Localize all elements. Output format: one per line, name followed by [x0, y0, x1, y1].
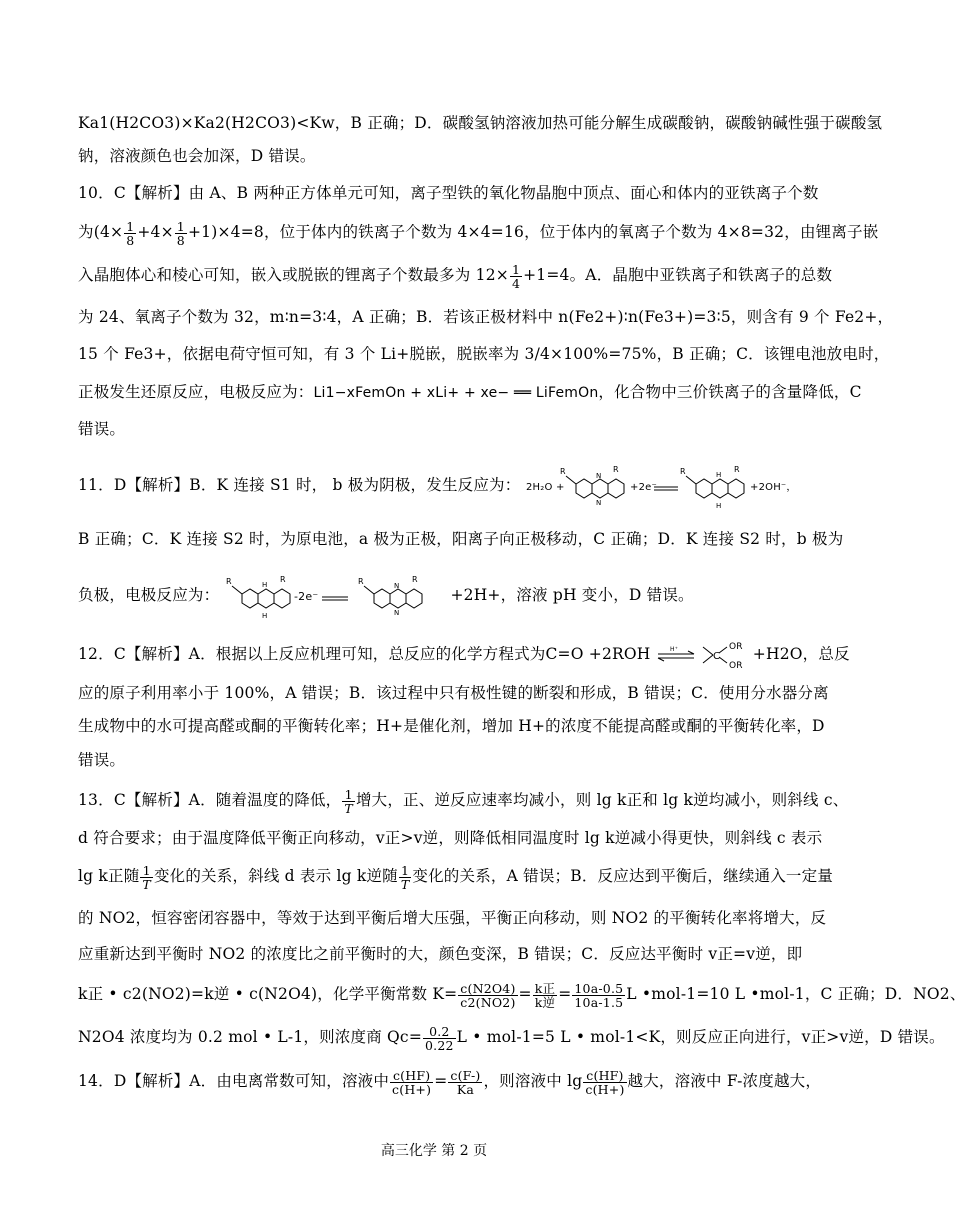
text-line-5: [78, 258, 833, 292]
line-8-c: ，化合物中三价铁离子的含量降低，C: [598, 383, 862, 401]
text-line-4: [78, 215, 879, 249]
phenazine-reduction-scheme: [526, 462, 846, 510]
line-17-b: 增大，正、逆反应速率均减小，则 lg k正和 lg k逆均减小，则斜线 c、: [355, 791, 849, 809]
line-19-c: 变化的关系，A 错误；B．反应达到平衡后，继续通入一定量: [412, 867, 834, 885]
line-10-a: 11．D【解析】B．K 连接 S1 时， b 极为阴极，发生反应为：: [78, 476, 521, 494]
line-4-c: +1)×4=8，位于体内的铁离子个数为 4×4=16，位于体内的氧离子个数为 4×8=32，由锂离子嵌: [187, 223, 879, 241]
fraction-one-over-T-1: $\frac{1}{T}$: [344, 786, 353, 816]
text-line-15: 生成物中的水可提高醛或酮的平衡转化率；H+是催化剂，增加 H+的浓度不能提高醛或酮的平衡转化率，D: [78, 717, 825, 735]
svg-text:N: N: [394, 582, 400, 590]
text-line-20: 的 NO2，恒容密闭容器中，等效于达到平衡后增大压强，平衡正向移动，则 NO2 的平衡转化率将增大，反: [78, 909, 827, 927]
text-line-18: d 符合要求；由于温度降低平衡正向移动，v正>v逆，则降低相同温度时 lg k逆减小得更快，则斜线 c 表示: [78, 829, 823, 847]
svg-text:H⁺: H⁺: [669, 646, 678, 653]
svg-text:H: H: [262, 581, 268, 589]
svg-text:OR: OR: [728, 661, 743, 671]
fraction-one-quarter: $\frac{1}{4}$: [511, 261, 521, 291]
svg-text:R: R: [226, 577, 233, 586]
phenazine-oxidation-scheme: [224, 572, 450, 620]
fraction-k-expression: $\frac{c(N2O4)}{c2(NO2)}$: [460, 980, 516, 1010]
line-13-b: C=O +2ROH: [545, 645, 651, 663]
svg-text:N: N: [394, 609, 400, 617]
line-4-b: +4×: [137, 223, 174, 241]
line-12-b: +2H+，溶液 pH 变小，D 错误。: [450, 586, 694, 604]
fraction-one-over-T-2: $\frac{1}{T}$: [142, 862, 151, 892]
text-line-2: 钠，溶液颜色也会加深，D 错误。: [78, 147, 316, 165]
line-24-a: 14．D【解析】A．由电离常数可知，溶液中: [78, 1072, 390, 1090]
text-line-9: 错误。: [78, 420, 126, 438]
fraction-one-over-T-3: $\frac{1}{T}$: [400, 862, 410, 892]
svg-text:N: N: [595, 499, 602, 507]
svg-text:C: C: [712, 651, 720, 662]
line-19-b: 变化的关系，斜线 d 表示 lg k逆随: [153, 867, 398, 885]
fraction-k-rates: $\frac{\text{k正}}{\text{k逆}}$: [534, 980, 556, 1010]
svg-text:2H₂O +: 2H₂O +: [525, 482, 565, 493]
fraction-k-powers: $\frac{10a-0.5}{10a-1.5}$: [574, 980, 624, 1010]
svg-text:R: R: [559, 467, 566, 476]
line-5-b: +1=4。A．晶胞中亚铁离子和铁离子的总数: [523, 266, 833, 284]
text-line-10: [78, 462, 797, 510]
line-19-a: lg k正随: [78, 867, 140, 885]
line-5-a: 入晶胞体心和棱心可知，嵌入或脱嵌的锂离子个数最多为 12×: [78, 266, 509, 284]
text-line-22: k正 • c2(NO2)=k逆 • c(N2O4)，化学平衡常数 K= $\frac{c(N2O4)}{c2(NO2)}$ = $\frac{\text{k正}}{\text{k逆}}$ = $\frac{10a-0.5}{10a-1.5}$ L •mol-1=10 L •mol-1，C 正确；D．NO2、: [78, 980, 966, 1010]
line-4-a: 为(4×: [78, 223, 124, 241]
svg-text:N: N: [595, 472, 602, 480]
text-line-24: 14．D【解析】A．由电离常数可知，溶液中 $\frac{c(HF)}{c(H+)}$ = $\frac{c(F-)}{Ka}$ ，则溶液中 lg $\frac{c(HF)}{c(H+)}$ 越大，溶液中 F-浓度越大，: [78, 1067, 822, 1097]
line-8-a: 正极发生还原反应，电极反应为：: [78, 383, 314, 401]
text-line-23: [78, 1018, 945, 1056]
text-line-13: [78, 636, 850, 676]
fraction-hf: $\frac{c(HF)}{c(H+)}$: [392, 1067, 432, 1097]
line-24-c: 越大，溶液中 F-浓度越大，: [627, 1072, 822, 1090]
svg-text:R: R: [612, 465, 619, 474]
svg-text:R: R: [358, 577, 365, 586]
line-13-a: 12．C【解析】A．根据以上反应机理可知，总反应的化学方程式为: [78, 645, 546, 663]
equilibrium-arrow-icon: [656, 645, 696, 665]
text-line-11: B 正确；C．K 连接 S2 时，为原电池，a 极为正极，阳离子向正极移动，C 正确；D．K 连接 S2 时，b 极为: [78, 530, 844, 548]
text-line-14: 应的原子利用率小于 100%，A 错误；B．该过程中只有极性键的断裂和形成，B 错误；C．使用分水器分离: [78, 684, 829, 702]
fraction-qc: $\frac{0.2}{0.22}$: [425, 1023, 454, 1053]
text-line-19: [78, 858, 834, 894]
text-line-16: 错误。: [78, 751, 126, 769]
text-line-8: [78, 379, 862, 406]
text-line-6: 为 24、氧离子个数为 32，m∶n=3∶4，A 正确；B．若该正极材料中 n(Fe2+)∶n(Fe3+)=3∶5，则含有 9 个 Fe2+，: [78, 308, 894, 326]
svg-text:R: R: [733, 465, 740, 474]
text-line-7: 15 个 Fe3+，依据电荷守恒可知，有 3 个 Li+脱嵌，脱嵌率为 3/4×100%=75%，B 正确；C．该锂电池放电时，: [78, 345, 890, 363]
line-23-a: N2O4 浓度均为 0.2 mol • L-1，则浓度商 Qc=: [78, 1028, 423, 1046]
svg-text:-2e⁻: -2e⁻: [294, 590, 319, 603]
line-24-b: ，则溶液中 lg: [483, 1072, 583, 1090]
text-line-21: 应重新达到平衡时 NO2 的浓度比之前平衡时的大，颜色变深，B 错误；C．反应达平衡时 v正=v逆，即: [78, 945, 803, 963]
svg-text:+2OH⁻，: +2OH⁻，: [749, 482, 797, 493]
line-23-b: L • mol-1=5 L • mol-1<K，则反应正向进行，v正>v逆，D 错误。: [456, 1028, 945, 1046]
svg-text:OR: OR: [728, 642, 743, 652]
fraction-f-ka: $\frac{c(F-)}{Ka}$: [450, 1067, 481, 1097]
fraction-one-eighth-2: $\frac{1}{8}$: [176, 218, 185, 248]
svg-text:R: R: [280, 575, 287, 584]
svg-text:R: R: [412, 575, 419, 584]
svg-text:H: H: [715, 471, 722, 479]
text-line-12: [78, 572, 792, 620]
svg-text:+2e⁻: +2e⁻: [629, 482, 657, 493]
text-line-1: Ka1(H2CO3)×Ka2(H2CO3)<Kw，B 正确；D．碳酸氢钠溶液加热可能分解生成碳酸钠，碳酸钠碱性强于碳酸氢: [78, 114, 883, 132]
svg-text:H: H: [715, 502, 722, 510]
svg-text:H: H: [262, 612, 268, 620]
line-17-a: 13．C【解析】A．随着温度的降低，: [78, 791, 342, 809]
line-22-a: k正 • c2(NO2)=k逆 • c(N2O4)，化学平衡常数 K=: [78, 985, 458, 1003]
fraction-hf-2: $\frac{c(HF)}{c(H+)}$: [585, 1067, 625, 1097]
electrode-equation: Li1−xFemOn + xLi+ + xe− ══ LiFemOn: [313, 385, 599, 401]
page-footer: 高三化学 第 2 页: [380, 1143, 488, 1159]
line-13-c: +H2O，总反: [752, 645, 850, 663]
line-22-b: L •mol-1=10 L •mol-1，C 正确；D．NO2、: [626, 985, 966, 1003]
fraction-one-eighth-1: $\frac{1}{8}$: [126, 218, 135, 248]
text-line-3: 10．C【解析】由 A、B 两种正方体单元可知，离子型铁的氧化物晶胞中顶点、面心和体内的亚铁离子个数: [78, 184, 819, 202]
line-12-a: 负极，电极反应为：: [78, 586, 220, 604]
text-line-17: [78, 782, 849, 818]
acetal-structure: [701, 639, 753, 671]
svg-text:R: R: [679, 467, 686, 476]
